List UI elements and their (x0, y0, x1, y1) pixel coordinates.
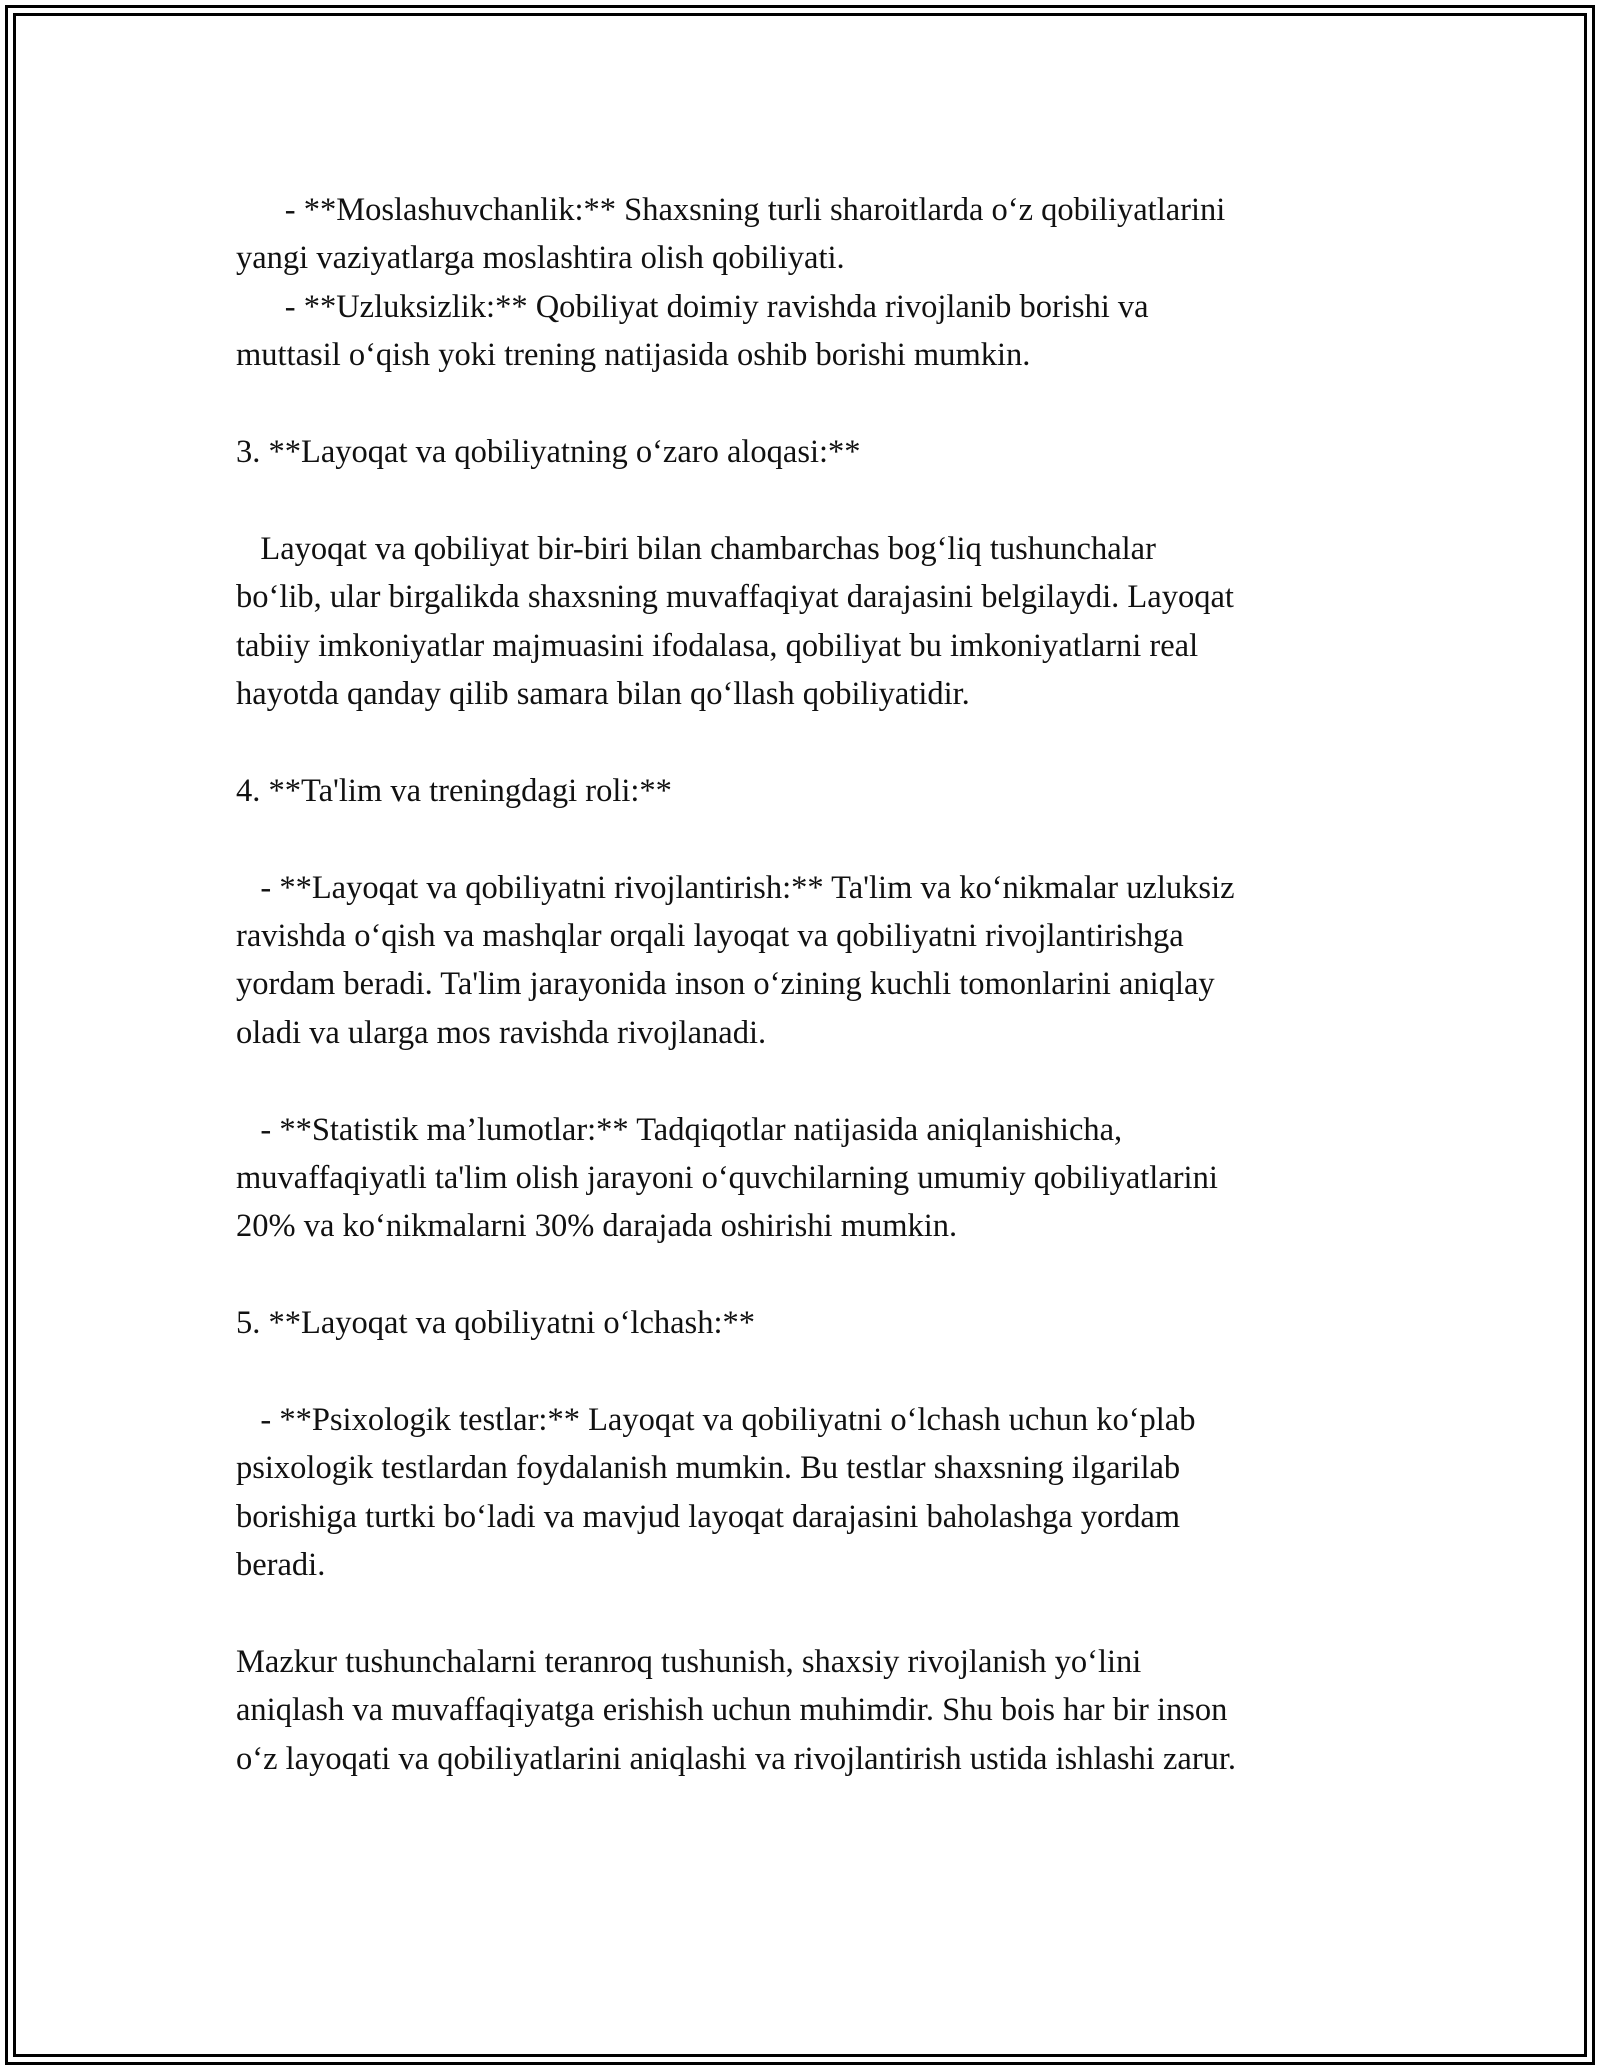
blank-line (236, 1348, 1386, 1396)
text-line: muvaffaqiyatli ta'lim olish jarayoni o‘quvchilarning umumiy qobiliyatlarini (236, 1160, 1218, 1197)
blank-line (236, 718, 1386, 766)
text-line: Mazkur tushunchalarni teranroq tushunish, shaxsiy rivojlanish yo‘lini (236, 1644, 1142, 1681)
text-line: o‘z layoqati va qobiliyatlarini aniqlashi va rivojlantirish ustida ishlashi zarur. (236, 1740, 1237, 1777)
blank-line (236, 1590, 1386, 1638)
text-line: 5. **Layoqat va qobiliyatni o‘lchash:** (236, 1305, 755, 1342)
text-line: oladi va ularga mos ravishda rivojlanadi. (236, 1014, 767, 1051)
paragraph (236, 1396, 1386, 1590)
text-line: Layoqat va qobiliyat bir-biri bilan chambarchas bog‘liq tushunchalar (236, 530, 1156, 567)
blank-line (236, 380, 1386, 428)
paragraph (236, 525, 1386, 719)
text-line: 20% va ko‘nikmalarni 30% darajada oshirishi mumkin. (236, 1208, 958, 1245)
paragraph (236, 864, 1386, 1058)
text-line: muttasil o‘qish yoki trening natijasida oshib borishi mumkin. (236, 337, 1031, 374)
blank-line (236, 476, 1386, 524)
paragraph (236, 767, 1386, 815)
document-body (236, 186, 1386, 1783)
blank-line (236, 815, 1386, 863)
paragraph (236, 428, 1386, 476)
text-line: borishiga turtki bo‘ladi va mavjud layoqat darajasini baholashga yordam (236, 1498, 1181, 1535)
blank-line (236, 1251, 1386, 1299)
paragraph (236, 283, 1386, 380)
text-line: psixologik testlardan foydalanish mumkin. Bu testlar shaxsning ilgarilab (236, 1450, 1181, 1487)
text-line: - **Psixologik testlar:** Layoqat va qobiliyatni o‘lchash uchun ko‘plab (236, 1402, 1196, 1439)
paragraph (236, 1106, 1386, 1251)
text-line: - **Uzluksizlik:** Qobiliyat doimiy ravishda rivojlanib borishi va (236, 288, 1149, 325)
text-line: bo‘lib, ular birgalikda shaxsning muvaffaqiyat darajasini belgilaydi. Layoqat (236, 579, 1234, 616)
text-line: - **Statistik ma’lumotlar:** Tadqiqotlar natijasida aniqlanishicha, (236, 1111, 1123, 1148)
text-line: - **Moslashuvchanlik:** Shaxsning turli sharoitlarda o‘z qobiliyatlarini (236, 192, 1226, 228)
paragraph (236, 1638, 1386, 1783)
text-line: aniqlash va muvaffaqiyatga erishish uchun muhimdir. Shu bois har bir inson (236, 1692, 1228, 1729)
text-line: tabiiy imkoniyatlar majmuasini ifodalasa, qobiliyat bu imkoniyatlarni real (236, 627, 1199, 664)
text-line: - **Layoqat va qobiliyatni rivojlantirish:** Ta'lim va ko‘nikmalar uzluksiz (236, 869, 1235, 906)
text-line: hayotda qanday qilib samara bilan qo‘llash qobiliyatidir. (236, 676, 970, 713)
blank-line (236, 1057, 1386, 1105)
text-line: yangi vaziyatlarga moslashtira olish qobiliyati. (236, 240, 845, 277)
text-line: 4. **Ta'lim va treningdagi roli:** (236, 772, 672, 809)
paragraph (236, 186, 1386, 283)
text-line: beradi. (236, 1547, 326, 1584)
text-line: ravishda o‘qish va mashqlar orqali layoqat va qobiliyatni rivojlantirishga (236, 918, 1184, 955)
text-line: yordam beradi. Ta'lim jarayonida inson o‘zining kuchli tomonlarini aniqlay (236, 966, 1215, 1003)
paragraph (236, 1299, 1386, 1347)
text-line: 3. **Layoqat va qobiliyatning o‘zaro aloqasi:** (236, 434, 861, 471)
